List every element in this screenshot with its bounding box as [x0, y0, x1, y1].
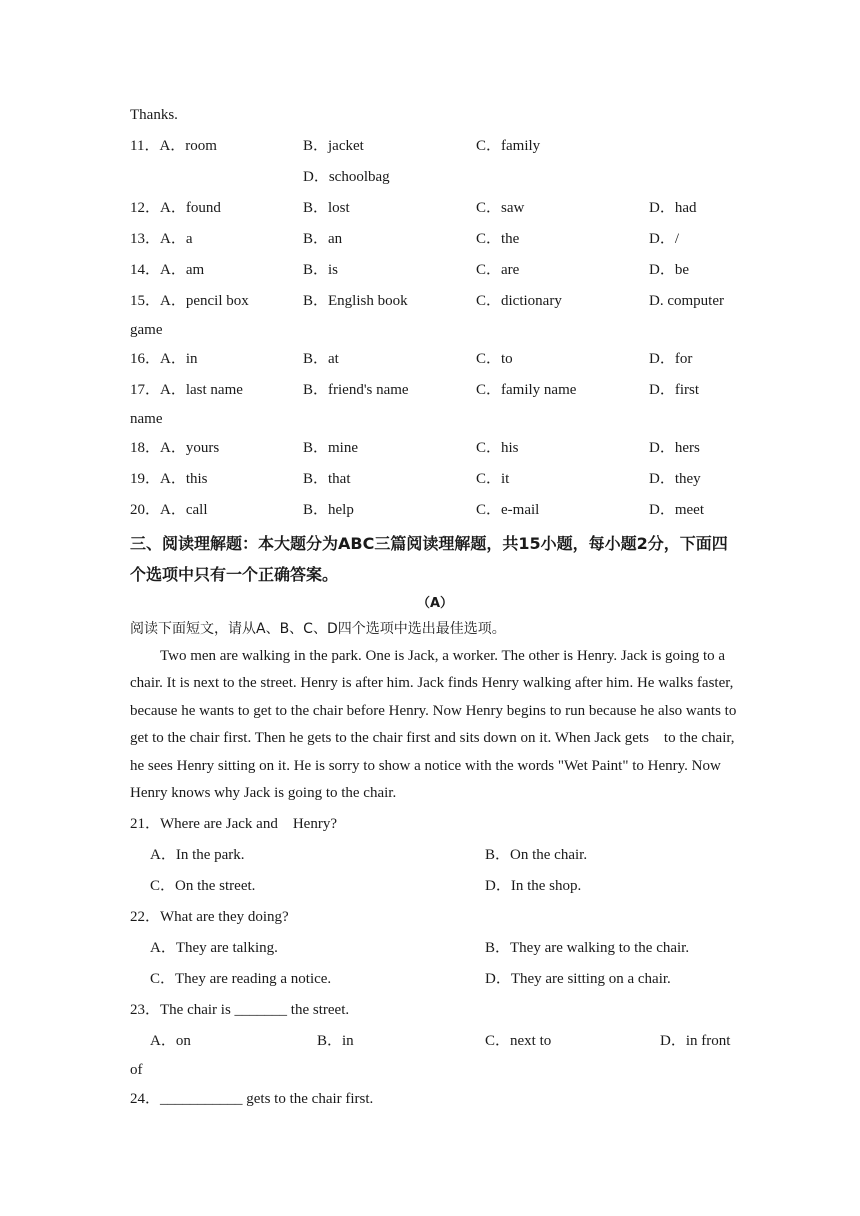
question-21-stem: 21．Where are Jack and Henry? — [130, 816, 337, 833]
question-23-stem: 23．The chair is _______ the street. — [130, 1002, 350, 1019]
q11-option-c: C．family — [476, 138, 541, 154]
question-20: 20．A．call B．help C．e-mail D．meet — [130, 502, 704, 518]
question-22-options-ab: A．They are talking. B．They are walking to the chair. — [150, 940, 690, 957]
q11-option-b: B．jacket — [303, 138, 364, 154]
question-22-options-cd: C．They are reading a notice. D．They are sitting on a chair. — [150, 971, 671, 988]
part-a-heading: （A） — [416, 596, 454, 611]
question-12: 12．A．found B．lost C．saw D．had — [130, 200, 697, 216]
question-23-wrap: of — [130, 1062, 143, 1079]
section-3-title: 三、阅读理解题：本大题分为ABC三篇阅读理解题，共15小题，每小题2分，下面四个选项中只有一个正确答案。 — [130, 534, 728, 584]
question-14: 14．A．am B．is C．are D．be — [130, 262, 689, 278]
question-11: 11．A．room B．jacket C．family — [130, 131, 740, 162]
question-19: 19．A．this B．that C．it D．they — [130, 471, 701, 487]
q11-option-d: D．schoolbag — [303, 169, 390, 185]
intro-tail: Thanks. — [130, 107, 178, 123]
exam-page — [130, 100, 740, 1115]
question-21-options-cd: C．On the street. D．In the shop. — [150, 878, 582, 895]
reading-passage: Two men are walking in the park. One is Jack, a worker. The other is Henry. Jack is going to a chair. It is next to the street. Henry is after him. Jack finds Henry walking after him. He walks faster, because he wants to get to the chair before Henry. Now Henry begins to run because he also wants to get to the chair first. Then he gets to the chair first and sits down on it. When Jack gets to the chair, he sees Henry sitting on it. He is sorry to show a notice with the words "Wet Paint" to Henry. Now Henry knows why Jack is going to the chair. — [130, 648, 737, 802]
question-18: 18．A．yours B．mine C．his D．hers — [130, 440, 700, 456]
question-11-cont — [130, 162, 740, 193]
question-15: 15．A．pencil box B．English book C．dictionary D. computer — [130, 293, 724, 309]
question-13: 13．A．a B．an C．the D．/ — [130, 231, 680, 247]
question-16: 16．A．in B．at C．to D．for — [130, 351, 693, 367]
question-23-options: A．on B．in C．next to D．in front — [150, 1033, 731, 1050]
reading-instruction: 阅读下面短文，请从A、B、C、D四个选项中选出最佳选项。 — [130, 621, 506, 637]
question-21-options-ab: A．In the park. B．On the chair. — [150, 847, 588, 864]
question-24-stem: 24．___________ gets to the chair first. — [130, 1091, 374, 1108]
question-17: 17．A．last name B．friend's name C．family name D．first — [130, 382, 699, 398]
question-17-wrap: name — [130, 411, 163, 427]
question-15-wrap: game — [130, 322, 163, 338]
question-22-stem: 22．What are they doing? — [130, 909, 289, 926]
